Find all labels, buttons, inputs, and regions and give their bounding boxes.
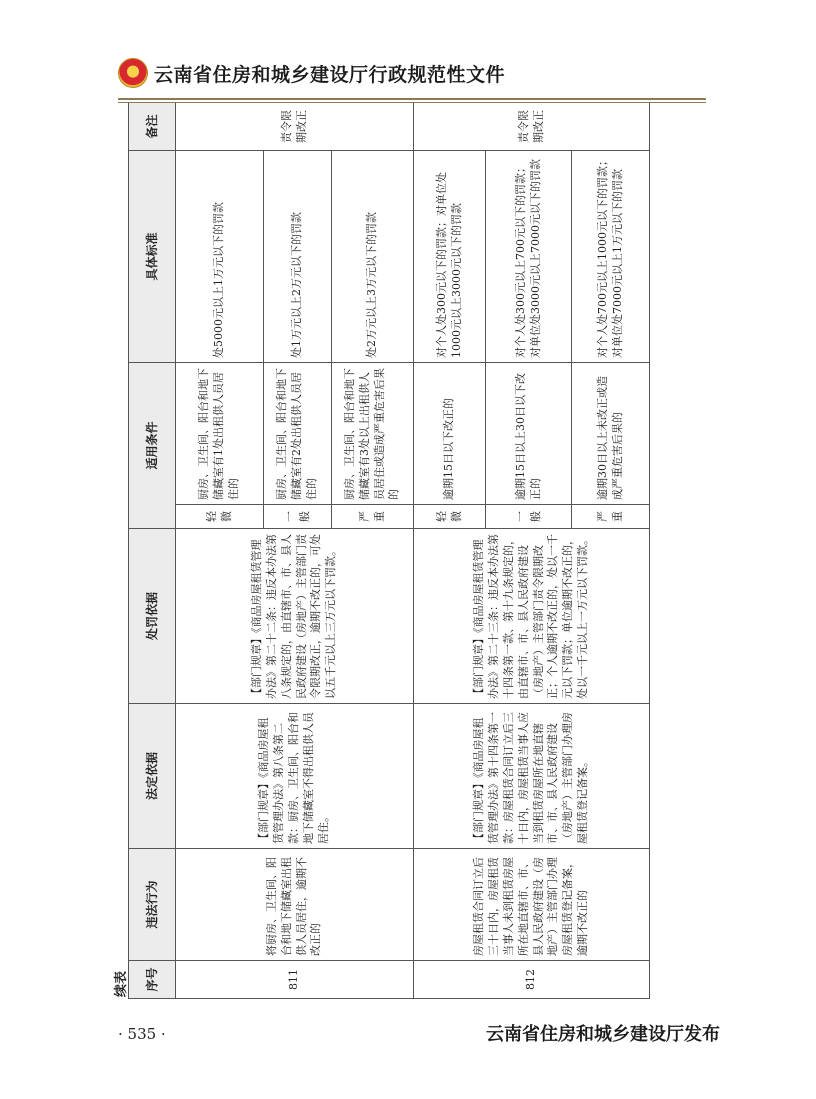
penalty-basis: 【部门规章】《商品房屋租赁管理办法》第二十三条：违反本办法第十四条第一款、第十九条规定的，由直辖市、市、县人民政府建设（房地产）主管部门责令限期改正；个人逾期不改正的，处以一千元以下罚款；单位逾期不改正的，处以一千元以上一万元以下罚款。 <box>414 529 650 704</box>
specific-standard: 处1万元以上2万元以下的罚款 <box>264 150 332 362</box>
remark: 责令限期改正 <box>414 103 650 150</box>
severity-level: 严重 <box>572 505 650 529</box>
header-title: 云南省住房和城乡建设厅行政规范性文件 <box>154 63 506 86</box>
severity-level: 一般 <box>486 505 572 529</box>
rotated-table-area <box>110 103 706 999</box>
row-number: 812 <box>414 961 650 999</box>
applicable-condition: 厨房、卫生间、阳台和地下储藏室有2处出租供人员居住的 <box>264 362 332 504</box>
footer-publisher: 云南省住房和城乡建设厅发布 <box>486 1024 720 1045</box>
violation-act: 将厨房、卫生间、阳台和地下储藏室出租供人员居住，逾期不改正的 <box>176 849 414 961</box>
severity-level: 轻微 <box>414 505 486 529</box>
table-frame <box>110 103 706 999</box>
applicable-condition: 厨房、卫生间、阳台和地下储藏室有1处出租供人员居住的 <box>176 362 264 504</box>
remark: 责令限期改正 <box>176 103 414 150</box>
col-header-law: 法定依据 <box>129 704 176 849</box>
document-header <box>118 56 505 90</box>
severity-level: 轻微 <box>176 505 264 529</box>
header-rule <box>118 98 706 100</box>
col-header-note: 备注 <box>129 103 176 150</box>
table-header-row <box>129 103 176 999</box>
table-row <box>414 103 486 999</box>
col-header-no: 序号 <box>129 961 176 999</box>
col-header-condition: 适用条件 <box>129 362 176 528</box>
applicable-condition: 逾期30日以上未改正或造成严重危害后果的 <box>572 362 650 504</box>
specific-standard: 对个人处300元以下的罚款；对单位处1000元以上3000元以下的罚款 <box>414 150 486 362</box>
specific-standard: 对个人处700元以上1000元以下的罚款；对单位处7000元以上1万元以下的罚款 <box>572 150 650 362</box>
page-number: · 535 · <box>118 1025 166 1043</box>
applicable-condition: 厨房、卫生间、阳台和地下储藏室有3处以上出租供人员居住或造成严重危害后果的 <box>332 362 414 504</box>
severity-level: 严重 <box>332 505 414 529</box>
col-header-standard: 具体标准 <box>129 150 176 362</box>
col-header-act: 违法行为 <box>129 849 176 961</box>
applicable-condition: 逾期15日以下改正的 <box>414 362 486 504</box>
applicable-condition: 逾期15日以上30日以下改正的 <box>486 362 572 504</box>
legal-basis: 【部门规章】《商品房屋租赁管理办法》第八条第二款：厨房、卫生间、阳台和地下储藏室不得出租供人员居住。 <box>176 704 414 849</box>
penalty-table <box>128 103 650 999</box>
row-number: 811 <box>176 961 414 999</box>
table-row <box>176 103 264 999</box>
specific-standard: 对个人处300元以上700元以下的罚款；对单位处3000元以上7000元以下的罚款 <box>486 150 572 362</box>
penalty-basis: 【部门规章】《商品房屋租赁管理办法》第二十二条：违反本办法第八条规定的，由直辖市、市、县人民政府建设（房地产）主管部门责令限期改正，逾期不改正的，可处以五千元以上三万元以下罚款。 <box>176 529 414 704</box>
specific-standard: 处5000元以上1万元以下的罚款 <box>176 150 264 362</box>
col-header-basis: 处罚依据 <box>129 529 176 704</box>
continued-label: 续表 <box>114 970 129 997</box>
violation-act: 房屋租赁合同订立后三十日内，房屋租赁当事人未到租赁房屋所在地直辖市、市、县人民政府建设（房地产）主管部门办理房屋租赁登记备案，逾期不改正的 <box>414 849 650 961</box>
legal-basis: 【部门规章】《商品房屋租赁管理办法》第十四条第一款：房屋租赁合同订立后三十日内，房屋租赁当事人应当到租赁房屋所在地直辖市、市、县人民政府建设（房地产）主管部门办理房屋租赁登记备案。 <box>414 704 650 849</box>
national-emblem-icon <box>118 58 148 88</box>
severity-level: 一般 <box>264 505 332 529</box>
specific-standard: 处2万元以上3万元以下的罚款 <box>332 150 414 362</box>
